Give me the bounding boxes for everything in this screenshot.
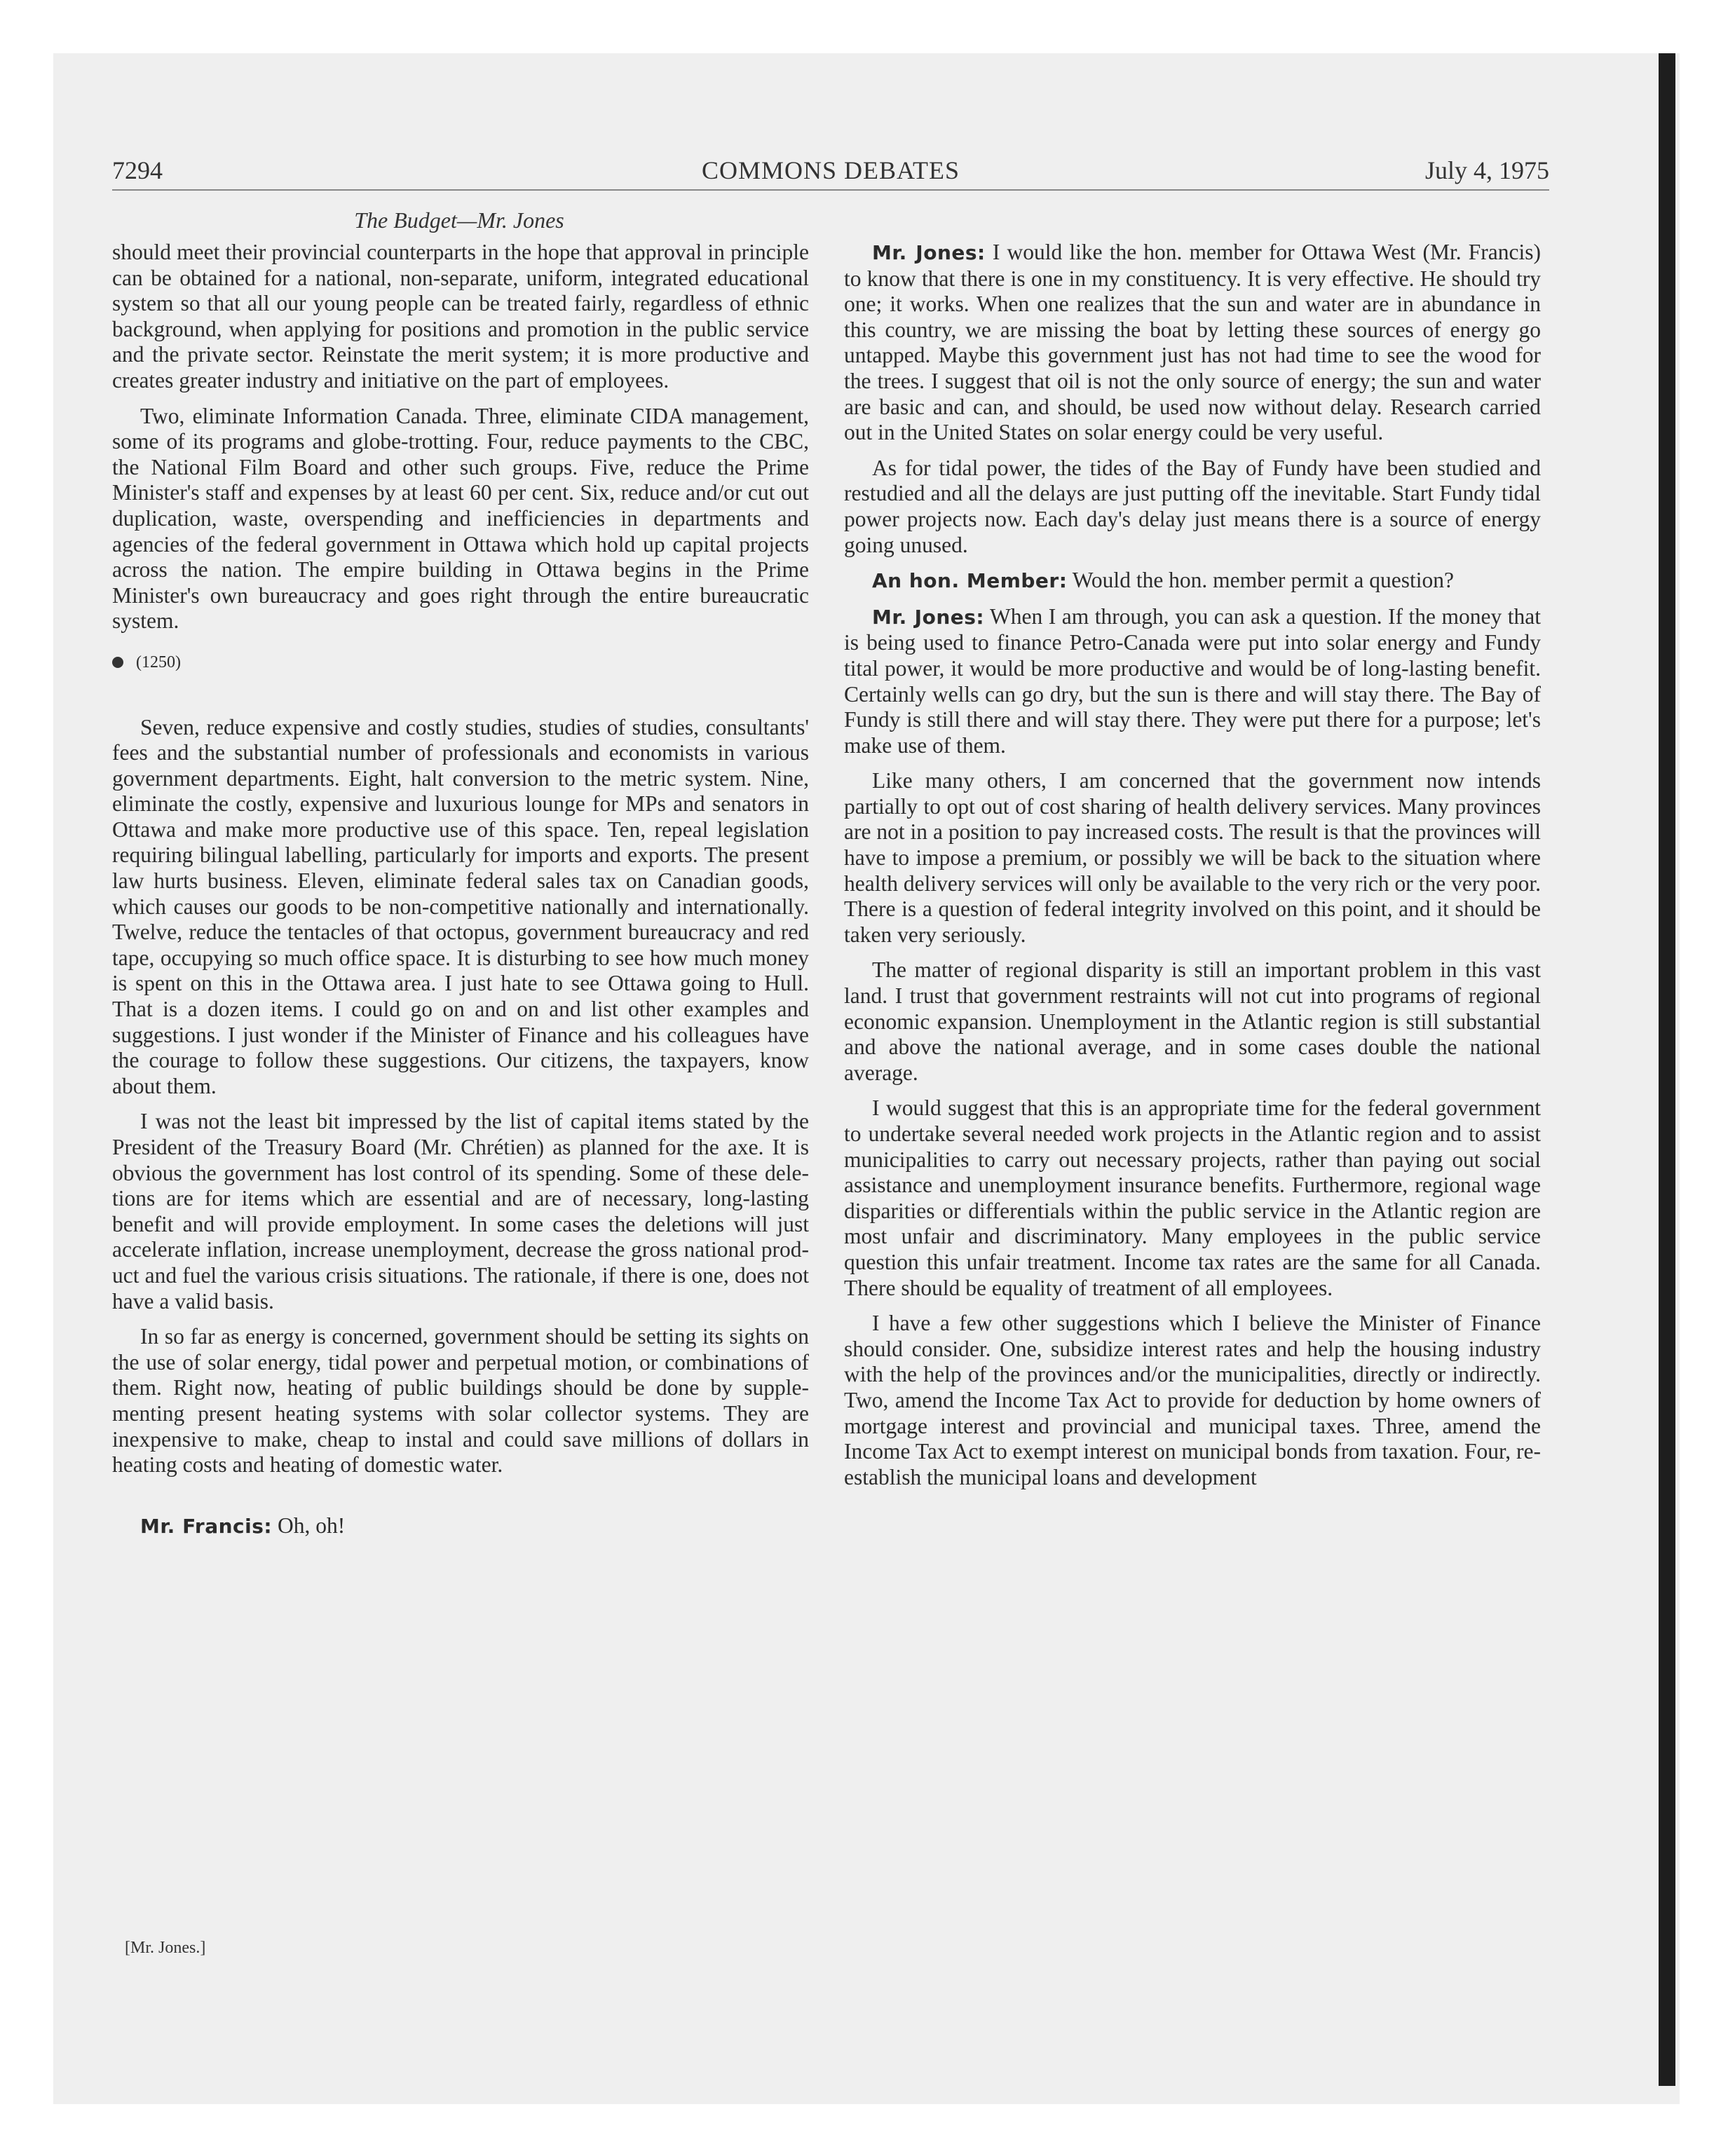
paragraph: Seven, reduce expensive and costly studies, studies of studies, consultants' fees and the substantial number of professionals and economists in various government departments. Eight, halt conversion to the metric system. Nine, eliminate the costly, expensive and luxurious lounge for MPs and senators in Ottawa and make more productive use of this space. Ten, repeal legislation requiring bilingual labelling, particularly for imports and exports. The present law hurts business. Eleven, eliminate federal sales tax on Canadian goods, which causes our goods to be non-competitive nationally and internationally. Twelve, reduce the tentacles of that octopus, government bureaucracy and red tape, occupying so much office space. It is disturbing to see how much money is spent on this in the Ottawa area. I just hate to see Ottawa going to Hull. That is a dozen items. I could go on and on and list other examples and suggestions. I just wonder if the Minister of Finance and his colleagues have the courage to follow these suggestions. Our citizens, the taxpayers, know about them. (112, 714, 809, 1098)
speech-text: Would the hon. member permit a question? (1067, 568, 1454, 593)
paragraph: I was not the least bit impressed by the list of capital items stated by the President of the Treasury Board (Mr. Chrétien) as planned for the axe. It is obvious the government has lost control of its spending. Some of these deletions are for items which are essential and are of necessary, long-lasting benefit and will provide employment. In some cases the deletions will just accelerate inflation, increase unemployment, decrease the gross national product and fuel the various crisis situations. The rationale, if there is one, does not have a valid basis. (112, 1109, 809, 1314)
paragraph: The matter of regional disparity is still an important problem in this vast land. I trust that government restraints will not cut into programs of regional economic expansion. Unemployment in the Atlantic region is still substantial and above the national average, and in some cases double the national average. (844, 957, 1541, 1085)
paragraph: In so far as energy is concerned, government should be setting its sights on the use of solar energy, tidal power and perpetual motion, or combinations of them. Right now, heating of public buildings should be done by supplementing present heating systems with solar collector systems. They are inexpensive to make, cheap to instal and could save millions of dollars in heating costs and heating of domestic water. (112, 1324, 809, 1478)
speech-paragraph (112, 1513, 809, 1540)
speech-paragraph (844, 604, 1541, 759)
page-number: 7294 (112, 156, 163, 184)
footnote: [Mr. Jones.] (125, 1939, 206, 1957)
right-column (844, 240, 1541, 1500)
speaker-name: Mr. Francis: (140, 1514, 273, 1538)
spacer (112, 1488, 809, 1513)
bullet-icon (112, 657, 123, 668)
paragraph: I have a few other suggestions which I believe the Minister of Finance should consider. One, subsidize interest rates and help the housing industry with the help of the provinces and/or the municipalities, directly or indirectly. Two, amend the Income Tax Act to provide for deduction by home owners of mortgage interest and provincial and municipal taxes. Three, amend the Income Tax Act to exempt interest on municipal bonds from taxation. Four, re-establish the municipal loans and development (844, 1311, 1541, 1489)
paragraph: should meet their provincial counterparts in the hope that approval in principle can be obtained for a national, non-separate, uniform, integrated educational system so that all our young people can be treated fairly, regardless of ethnic background, when applying for positions and promotion in the public service and the private sector. Reinstate the merit system; it is more productive and creates greater industry and initiative on the part of employees. (112, 240, 809, 393)
speaker-name: Mr. Jones: (872, 241, 986, 264)
paragraph: I would suggest that this is an appropriate time for the federal government to undertake several needed work projects in the Atlantic region and to assist municipalities to carry out necessary projects, rather than paying out social assistance and unemployment insurance benefits. Furthermore, regional wage disparities or differentials within the public service in the Atlantic region are most unfair and discriminatory. Many employees in the public service question this unfair treatment. Income tax rates are the same for all Canada. There should be equality of treatment of all employees. (844, 1096, 1541, 1300)
scan-edge-bar (1659, 53, 1675, 2086)
paragraph: As for tidal power, the tides of the Bay of Fundy have been studied and restudied and all the delays are just putting off the inevitable. Start Fundy tidal power projects now. Each day's delay just means there is a source of energy going unused. (844, 455, 1541, 557)
left-column (112, 240, 809, 1549)
speech-paragraph (844, 240, 1541, 446)
speech-paragraph (844, 568, 1541, 594)
paragraph: Two, eliminate Information Canada. Three, eliminate CIDA management, some of its programs and globe-trotting. Four, reduce payments to the CBC, the National Film Board and other such groups. Five, reduce the Prime Minister's staff and expenses by at least 60 per cent. Six, reduce and/or cut out duplication, waste, overspending and inefficiencies in departments and agencies of the federal government in Ottawa which hold up capital projects across the nation. The empire building in Ottawa begins in the Prime Minister's own bureaucracy and goes right through the entire bureaucratic system. (112, 403, 809, 634)
speech-text: When I am through, you can ask a question. If the money that is being used to finance Petro-Canada were put into solar energy and Fundy tital power, it would be more productive and would be of long-lasting benefit. Certainly wells can go dry, but the sun is there and will stay there. The Bay of Fundy is still there and will stay there. They were put there for a purpose; let's make use of them. (844, 603, 1541, 758)
time-marker-label: (1250) (136, 653, 181, 671)
publication-title: COMMONS DEBATES (701, 156, 960, 184)
time-marker (112, 650, 809, 676)
issue-date: July 4, 1975 (1424, 156, 1549, 184)
speech-text: Oh, oh! (272, 1513, 346, 1538)
speaker-name: Mr. Jones: (872, 605, 985, 629)
running-head: The Budget—Mr. Jones (354, 207, 564, 233)
page-header (112, 156, 1549, 191)
speaker-name: An hon. Member: (872, 569, 1068, 593)
speech-text: I would like the hon. member for Ottawa West (Mr. Francis) to know that there is one in my constituency. It is very effective. He should try one; it works. When one realizes that the sun and water are in abundance in this country, we are missing the boat by letting these sources of energy go untapped. Maybe this government just has not had time to see the wood for the trees. I suggest that oil is not the only source of energy; the sun and water are basic and can, and should, be used now without delay. Research carried out in the United States on solar energy could be very useful. (844, 240, 1541, 445)
paragraph: Like many others, I am concerned that the government now intends partially to opt out of cost sharing of health delivery services. Many provinces are not in a position to pay increased costs. The result is that the provinces will have to impose a premium, or possibly we will be back to the situation where health delivery services will only be available to the very rich or the very poor. There is a question of federal integrity involved on this point, and it should be taken very seriously. (844, 768, 1541, 947)
